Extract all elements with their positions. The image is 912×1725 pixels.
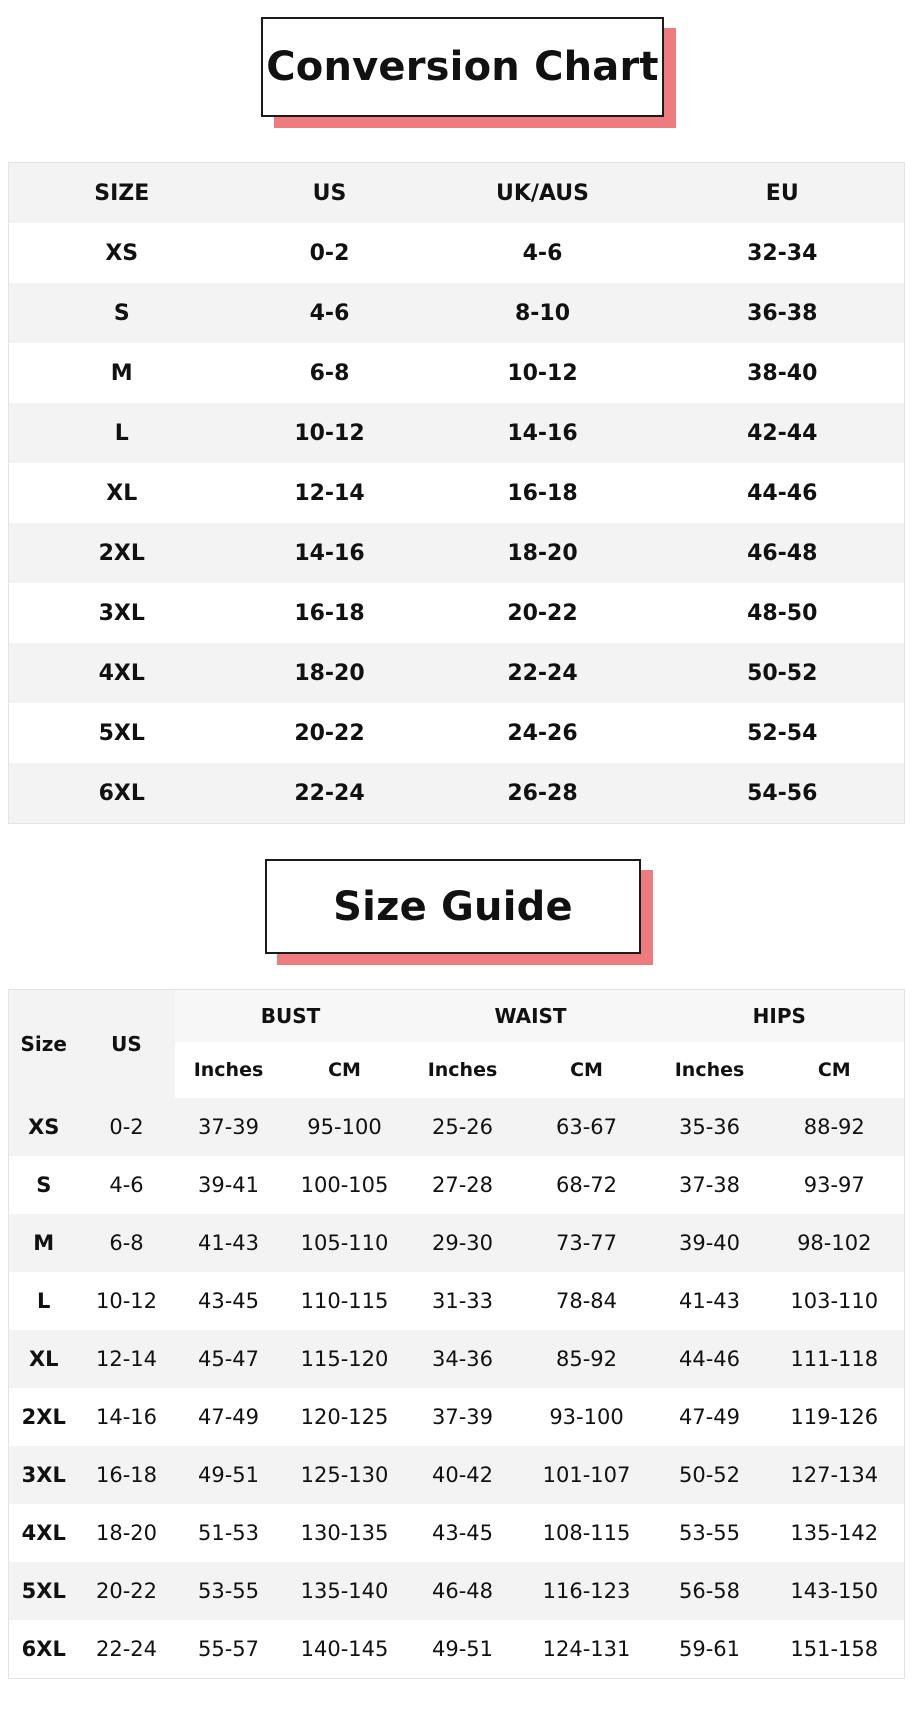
guide-cell-hips-inches: 50-52 (679, 1463, 741, 1487)
guide-cell-waist-cm: 73-77 (555, 1231, 618, 1255)
conversion-cell-size: S (113, 300, 130, 326)
guide-cell-bust-inches: 39-41 (197, 1173, 260, 1197)
guide-cell-waist-inches: 46-48 (431, 1579, 494, 1603)
guide-cell-us: 20-22 (95, 1579, 158, 1603)
conversion-cell-size: 6XL (98, 780, 145, 806)
guide-cell-size: XS (28, 1115, 60, 1139)
conversion-cell-uk-aus: 16-18 (507, 480, 578, 506)
guide-cell-bust-inches: 37-39 (197, 1115, 260, 1139)
guide-cell-waist-inches: 27-28 (431, 1173, 494, 1197)
guide-subheader-waist-inches: Inches (407, 1042, 519, 1098)
conversion-cell-size: L (114, 420, 129, 446)
conversion-cell-size: 4XL (98, 660, 145, 686)
guide-cell-size: 6XL (21, 1637, 66, 1661)
guide-cell-hips-cm: 143-150 (790, 1579, 879, 1603)
guide-cell-hips-cm: 127-134 (790, 1463, 879, 1487)
conversion-cell-eu: 50-52 (747, 660, 818, 686)
guide-cell-hips-cm: 98-102 (797, 1231, 872, 1255)
guide-table-row (9, 1272, 905, 1330)
conversion-cell-us: 16-18 (294, 600, 365, 626)
conversion-cell-us: 20-22 (294, 720, 365, 746)
guide-cell-us: 16-18 (95, 1463, 158, 1487)
conversion-cell-uk-aus: 8-10 (514, 300, 571, 326)
guide-cell-size: 3XL (21, 1463, 66, 1487)
conversion-table-row (9, 523, 905, 583)
guide-table-row (9, 1214, 905, 1272)
conversion-cell-uk-aus: 4-6 (522, 240, 563, 266)
conversion-cell-eu: 38-40 (747, 360, 818, 386)
guide-cell-hips-cm: 119-126 (790, 1405, 879, 1429)
conversion-table-row (9, 583, 905, 643)
conversion-cell-us: 22-24 (294, 780, 365, 806)
conversion-cell-eu: 48-50 (747, 600, 818, 626)
conversion-cell-size: 2XL (98, 540, 145, 566)
guide-cell-waist-cm: 101-107 (542, 1463, 631, 1487)
conversion-cell-uk-aus: 14-16 (507, 420, 578, 446)
conversion-cell-uk-aus: 22-24 (507, 660, 578, 686)
guide-cell-bust-inches: 43-45 (197, 1289, 260, 1313)
guide-cell-waist-cm: 93-100 (549, 1405, 624, 1429)
guide-header-bust: BUST (175, 990, 407, 1043)
guide-cell-us: 6-8 (109, 1231, 144, 1255)
guide-table-row (9, 1504, 905, 1562)
conversion-cell-uk-aus: 20-22 (507, 600, 578, 626)
guide-cell-hips-inches: 41-43 (679, 1289, 741, 1313)
guide-cell-hips-inches: 37-38 (679, 1173, 741, 1197)
guide-cell-hips-inches: 56-58 (679, 1579, 741, 1603)
guide-cell-waist-inches: 29-30 (431, 1231, 494, 1255)
guide-cell-hips-cm: 93-97 (803, 1173, 865, 1197)
conversion-chart-table (8, 162, 905, 824)
conversion-header-uk-aus: UK/AUS (495, 180, 589, 206)
conversion-cell-eu: 46-48 (747, 540, 818, 566)
guide-cell-waist-cm: 124-131 (542, 1637, 631, 1661)
size-guide-title: Size Guide (265, 859, 641, 954)
guide-cell-size: XL (28, 1347, 59, 1371)
conversion-table-row (9, 343, 905, 403)
conversion-cell-eu: 42-44 (747, 420, 818, 446)
conversion-table-row (9, 703, 905, 763)
guide-cell-size: 5XL (21, 1579, 66, 1603)
guide-cell-us: 22-24 (95, 1637, 158, 1661)
guide-cell-us: 4-6 (109, 1173, 144, 1197)
guide-cell-size: L (37, 1289, 51, 1313)
guide-cell-us: 12-14 (95, 1347, 158, 1371)
guide-cell-size: 2XL (21, 1405, 66, 1429)
guide-table-row (9, 1098, 905, 1156)
guide-cell-bust-inches: 41-43 (197, 1231, 260, 1255)
conversion-header-size: SIZE (94, 180, 150, 206)
guide-subheader-waist-cm: CM (519, 1042, 655, 1098)
guide-cell-hips-cm: 151-158 (790, 1637, 879, 1661)
guide-cell-us: 10-12 (95, 1289, 158, 1313)
conversion-cell-size: 3XL (98, 600, 145, 626)
guide-cell-bust-cm: 135-140 (300, 1579, 389, 1603)
guide-cell-bust-inches: 47-49 (197, 1405, 260, 1429)
conversion-cell-us: 14-16 (294, 540, 365, 566)
guide-cell-bust-cm: 120-125 (300, 1405, 389, 1429)
guide-cell-hips-inches: 35-36 (679, 1115, 741, 1139)
guide-cell-waist-cm: 108-115 (542, 1521, 631, 1545)
guide-cell-bust-cm: 115-120 (300, 1347, 389, 1371)
guide-cell-bust-cm: 110-115 (300, 1289, 389, 1313)
guide-cell-bust-inches: 51-53 (197, 1521, 260, 1545)
guide-cell-hips-cm: 135-142 (790, 1521, 879, 1545)
conversion-table-row (9, 463, 905, 523)
guide-cell-waist-cm: 116-123 (542, 1579, 631, 1603)
conversion-header-eu: EU (765, 180, 799, 206)
conversion-cell-eu: 36-38 (747, 300, 818, 326)
guide-cell-hips-cm: 88-92 (803, 1115, 865, 1139)
guide-cell-waist-cm: 68-72 (555, 1173, 618, 1197)
guide-header-size: Size (9, 990, 79, 1099)
guide-cell-waist-cm: 63-67 (555, 1115, 618, 1139)
guide-cell-hips-inches: 39-40 (679, 1231, 741, 1255)
conversion-cell-eu: 44-46 (747, 480, 818, 506)
guide-cell-bust-cm: 100-105 (300, 1173, 389, 1197)
conversion-table-row (9, 283, 905, 343)
guide-table-row (9, 1562, 905, 1620)
guide-cell-waist-inches: 31-33 (431, 1289, 494, 1313)
conversion-cell-uk-aus: 10-12 (507, 360, 578, 386)
conversion-table-row (9, 223, 905, 283)
conversion-cell-size: XS (105, 240, 139, 266)
conversion-table-row (9, 643, 905, 703)
guide-cell-us: 18-20 (95, 1521, 158, 1545)
conversion-chart-title: Conversion Chart (261, 17, 664, 117)
guide-cell-bust-inches: 45-47 (197, 1347, 260, 1371)
conversion-cell-uk-aus: 18-20 (507, 540, 578, 566)
guide-cell-waist-inches: 37-39 (431, 1405, 494, 1429)
guide-table-row (9, 1620, 905, 1679)
conversion-cell-us: 18-20 (294, 660, 365, 686)
guide-cell-hips-inches: 44-46 (679, 1347, 741, 1371)
conversion-table-row (9, 763, 905, 824)
conversion-cell-uk-aus: 24-26 (507, 720, 578, 746)
guide-cell-hips-inches: 53-55 (679, 1521, 741, 1545)
guide-cell-bust-inches: 53-55 (197, 1579, 260, 1603)
conversion-cell-us: 10-12 (294, 420, 365, 446)
guide-table-row (9, 1388, 905, 1446)
guide-cell-bust-cm: 125-130 (300, 1463, 389, 1487)
guide-cell-bust-inches: 49-51 (197, 1463, 260, 1487)
guide-cell-bust-cm: 95-100 (307, 1115, 382, 1139)
guide-header-us: US (79, 990, 175, 1099)
guide-cell-waist-inches: 43-45 (431, 1521, 494, 1545)
guide-subheader-hips-inches: Inches (655, 1042, 765, 1098)
conversion-header-row (9, 163, 905, 224)
guide-cell-size: S (36, 1173, 52, 1197)
guide-cell-hips-cm: 111-118 (790, 1347, 879, 1371)
conversion-cell-size: 5XL (98, 720, 145, 746)
guide-header-waist: WAIST (407, 990, 655, 1043)
guide-cell-waist-inches: 25-26 (431, 1115, 494, 1139)
guide-table-row (9, 1446, 905, 1504)
guide-cell-hips-cm: 103-110 (790, 1289, 879, 1313)
guide-cell-waist-inches: 49-51 (431, 1637, 494, 1661)
guide-group-header-row (9, 990, 905, 1043)
guide-subheader-bust-cm: CM (283, 1042, 407, 1098)
guide-cell-us: 0-2 (109, 1115, 144, 1139)
guide-cell-waist-inches: 34-36 (431, 1347, 494, 1371)
guide-cell-size: 4XL (21, 1521, 66, 1545)
conversion-table-row (9, 403, 905, 463)
guide-cell-bust-inches: 55-57 (197, 1637, 260, 1661)
guide-cell-bust-cm: 105-110 (300, 1231, 389, 1255)
guide-cell-waist-inches: 40-42 (431, 1463, 494, 1487)
conversion-cell-us: 12-14 (294, 480, 365, 506)
conversion-header-us: US (312, 180, 347, 206)
guide-cell-waist-cm: 85-92 (555, 1347, 618, 1371)
guide-table-row (9, 1330, 905, 1388)
guide-subheader-hips-cm: CM (765, 1042, 905, 1098)
guide-cell-waist-cm: 78-84 (555, 1289, 618, 1313)
guide-table-row (9, 1156, 905, 1214)
conversion-cell-size: XL (106, 480, 138, 506)
guide-header-hips: HIPS (655, 990, 905, 1043)
conversion-cell-eu: 32-34 (747, 240, 818, 266)
conversion-cell-eu: 54-56 (747, 780, 818, 806)
conversion-cell-us: 6-8 (309, 360, 350, 386)
conversion-cell-us: 4-6 (309, 300, 350, 326)
guide-cell-hips-inches: 59-61 (679, 1637, 741, 1661)
conversion-cell-eu: 52-54 (747, 720, 818, 746)
guide-cell-bust-cm: 140-145 (300, 1637, 389, 1661)
guide-cell-bust-cm: 130-135 (300, 1521, 389, 1545)
guide-cell-size: M (33, 1231, 55, 1255)
guide-cell-hips-inches: 47-49 (679, 1405, 741, 1429)
conversion-cell-uk-aus: 26-28 (507, 780, 578, 806)
guide-subheader-bust-inches: Inches (175, 1042, 283, 1098)
conversion-cell-size: M (110, 360, 133, 386)
size-guide-table (8, 989, 905, 1679)
guide-cell-us: 14-16 (95, 1405, 158, 1429)
conversion-cell-us: 0-2 (309, 240, 350, 266)
